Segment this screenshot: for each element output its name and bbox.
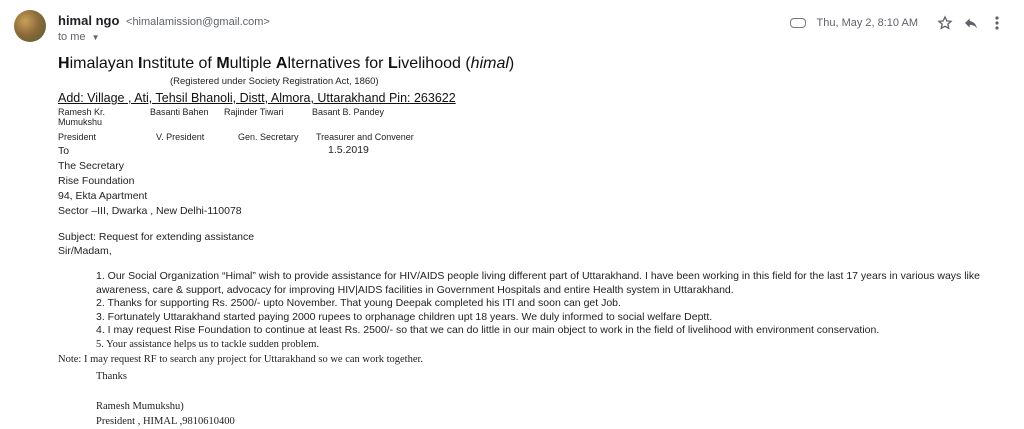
message-actions — [785, 13, 1011, 33]
title-part: ) — [508, 55, 515, 72]
title-part: imalayan — [69, 55, 139, 72]
sender-name[interactable]: himal ngo — [58, 13, 120, 28]
closing-line — [96, 384, 235, 399]
title-part: L — [387, 55, 398, 72]
recipient-line[interactable] — [58, 31, 100, 43]
more-vert-icon[interactable] — [984, 13, 1010, 33]
signature-name: Ramesh Mumukshu) — [96, 401, 184, 412]
letterhead — [58, 55, 1018, 142]
closing-block — [96, 369, 235, 429]
organization-title — [58, 55, 1018, 73]
title-part: A — [275, 55, 288, 72]
officer-role: Gen. Secretary — [238, 132, 299, 142]
title-part: ivelihood ( — [397, 55, 471, 72]
list-item: 4. I may request Rise Foundation to continue at least Rs. 2500/- so that we can do little in our main object to work in the field of livelihood with environment conservation. — [96, 324, 880, 337]
salutation: Sir/Madam, — [58, 245, 112, 257]
recipient-text: to me — [58, 31, 86, 43]
officer-role: Treasurer and Convener — [316, 132, 414, 142]
address-line: The Secretary — [58, 160, 124, 172]
officer-name: Basanti Bahen — [150, 107, 209, 117]
officer-name: Basant B. Pandey — [312, 107, 385, 117]
recipient-address — [58, 144, 242, 219]
note-line: Note: I may request RF to search any project for Uttarakhand so we can work together. — [58, 354, 424, 365]
officers-list — [58, 107, 1018, 142]
sender-avatar[interactable] — [14, 10, 46, 42]
title-part: nstitute of — [142, 55, 217, 72]
title-part: H — [58, 55, 70, 72]
reply-icon[interactable] — [958, 13, 984, 33]
signature-title: President , HIMAL ,9810610400 — [96, 416, 235, 427]
address-line: Sector –III, Dwarka , New Delhi-110078 — [58, 205, 242, 217]
closing-line: Thanks — [96, 371, 127, 382]
list-item: 2. Thanks for supporting Rs. 2500/- upto November. That young Deepak completed his ITI and soon can get Job. — [96, 297, 621, 310]
officer-role: V. President — [156, 132, 205, 142]
officer-name: Ramesh Kr. Mumukshu — [58, 107, 106, 127]
registration-note: (Registered under Society Registration Act, 1860) — [170, 76, 379, 87]
letter-points — [96, 270, 1018, 352]
address-line: 94, Ekta Apartment — [58, 190, 148, 202]
officer-role: President — [58, 132, 97, 142]
subject-block — [58, 230, 254, 258]
address-line: To — [58, 145, 70, 157]
chevron-down-icon[interactable]: ▼ — [91, 33, 100, 42]
list-item: 3. Fortunately Uttarakhand started paying 2000 rupees to orphanage children upt 18 years. We duly informed to social welfare Deptt. — [96, 310, 713, 323]
sender-email: <himalamission@gmail.com> — [126, 16, 270, 28]
title-part: ultiple — [229, 55, 276, 72]
sender-line — [58, 13, 270, 28]
title-part: I — [138, 55, 143, 72]
address-line: Rise Foundation — [58, 175, 135, 187]
title-part: lternatives for — [287, 55, 388, 72]
subject-line: Subject: Request for extending assistance — [58, 231, 255, 243]
list-item: 5. Your assistance helps us to tackle sudden problem. — [96, 338, 320, 350]
letter-date: 1.5.2019 — [328, 144, 369, 156]
label-icon[interactable] — [785, 13, 811, 33]
list-item: 1. Our Social Organization “Himal” wish to provide assistance for HIV/AIDS people living different part of Uttarakhand. I have been working in this field for the last 17 years in various ways like awareness, care & support, advocacy for improving HIV|AIDS facilities in Government Hospitals and entire Health system in Uttarakhand. — [96, 270, 980, 296]
title-part: M — [216, 55, 230, 72]
organization-address: Add: Village , Ati, Tehsil Bhanoli, Distt, Almora, Uttarakhand Pin: 263622 — [58, 91, 456, 105]
title-part: himal — [470, 55, 509, 72]
star-icon[interactable] — [932, 13, 958, 33]
message-date: Thu, May 2, 8:10 AM — [816, 17, 918, 29]
officer-name: Rajinder Tiwari — [224, 107, 284, 117]
